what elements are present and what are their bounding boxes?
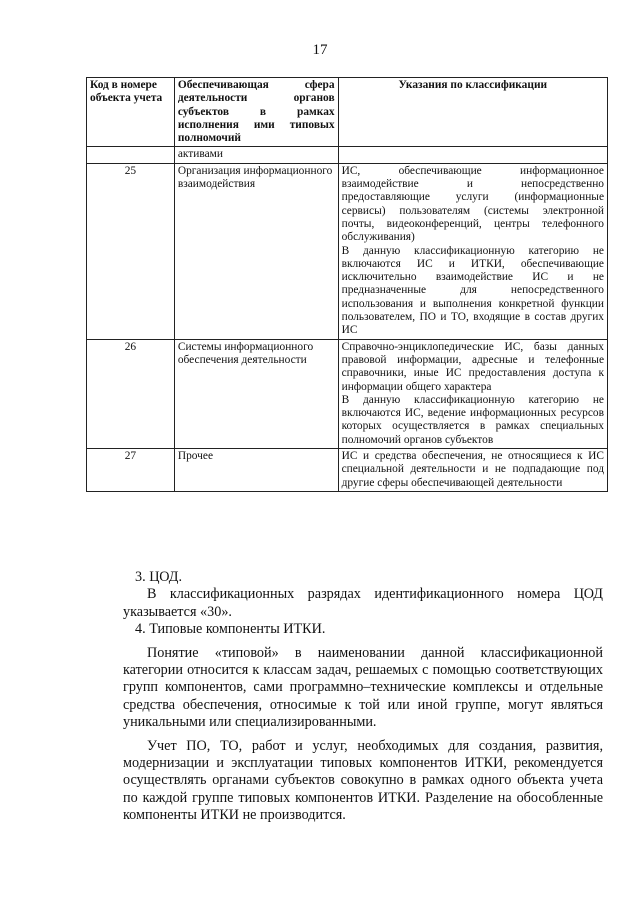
spec-paragraph: ИС и средства обеспечения, не относящиеся к ИС специальной деятельности и не подпадающие под другие сферы обеспечивающей деятельности [341, 450, 604, 489]
spec-paragraph: ИС, обеспечивающие информационное взаимодействие и непосредственно предоставляющие услуги (информационные сервисы) пользователям (системы электронной почты, видеоконференций, центры телефонного обслуживания) [341, 164, 604, 244]
table-header-row [87, 78, 608, 147]
table-row [87, 449, 608, 492]
section-4-heading: 4. Типовые компоненты ИТКИ. [135, 621, 326, 638]
section-4-paragraph-1: Понятие «типовой» в наименовании данной классификационной категории относится к классам задач, решаемых с помощью соответствующих групп компонентов, сами программно–технические комплексы и отдельные средства обеспечения, относимые к той или иной группе, могут являться уникальными или специализированными. [123, 644, 603, 731]
section-3-heading: 3. ЦОД. [135, 569, 183, 585]
section-3-text: В классификационных разрядах идентификационного номера ЦОД указывается «30». [123, 586, 603, 620]
header-spec: Указания по классификации [338, 78, 607, 147]
row-area: Системы информационного обеспечения деятельности [174, 339, 338, 448]
row-code: 27 [87, 449, 175, 492]
spec-paragraph: В данную классификационную категорию не включаются ИС и ИТКИ, обеспечивающие исключительно взаимодействие ИС и не предназначенные для непосредственного использования и выполнения конкретной функции пользователем, ПО и ТО, входящие в состав других ИС [341, 244, 604, 337]
row-code: 25 [87, 163, 175, 339]
continuation-text: активами [174, 147, 338, 163]
classification-table [86, 77, 608, 492]
table-row-continuation [87, 147, 608, 163]
row-area: Прочее [174, 449, 338, 492]
row-spec [338, 163, 607, 339]
row-area: Организация информационного взаимодействия [174, 163, 338, 339]
body-text [123, 569, 603, 825]
header-area: Обеспечивающая сфера деятельности органов субъектов в рамках исполнения ими типовых полномочий [174, 78, 338, 147]
section-4-paragraph-2: Учет ПО, ТО, работ и услуг, необходимых для создания, развития, модернизации и эксплуатации типовых компонентов ИТКИ, рекомендуется осуществлять органами субъектов совокупно в рамках одного объекта учета по каждой группе типовых компонентов ИТКИ. Разделение на обособленные компоненты ИТКИ не производится. [123, 737, 603, 824]
header-code: Код в номере объекта учета [87, 78, 175, 147]
row-spec [338, 339, 607, 448]
spec-paragraph: В данную классификационную категорию не включаются ИС, ведение информационных ресурсов которых осуществляется в рамках специальных полномочий органов субъектов [341, 393, 604, 446]
row-spec [338, 449, 607, 492]
page-number: 17 [312, 42, 328, 58]
table-row [87, 163, 608, 339]
spec-paragraph: Справочно-энциклопедические ИС, базы данных правовой информации, адресные и телефонные справочники, иные ИС предоставления доступа к информации общего характера [341, 340, 604, 393]
table-row [87, 339, 608, 448]
row-code: 26 [87, 339, 175, 448]
